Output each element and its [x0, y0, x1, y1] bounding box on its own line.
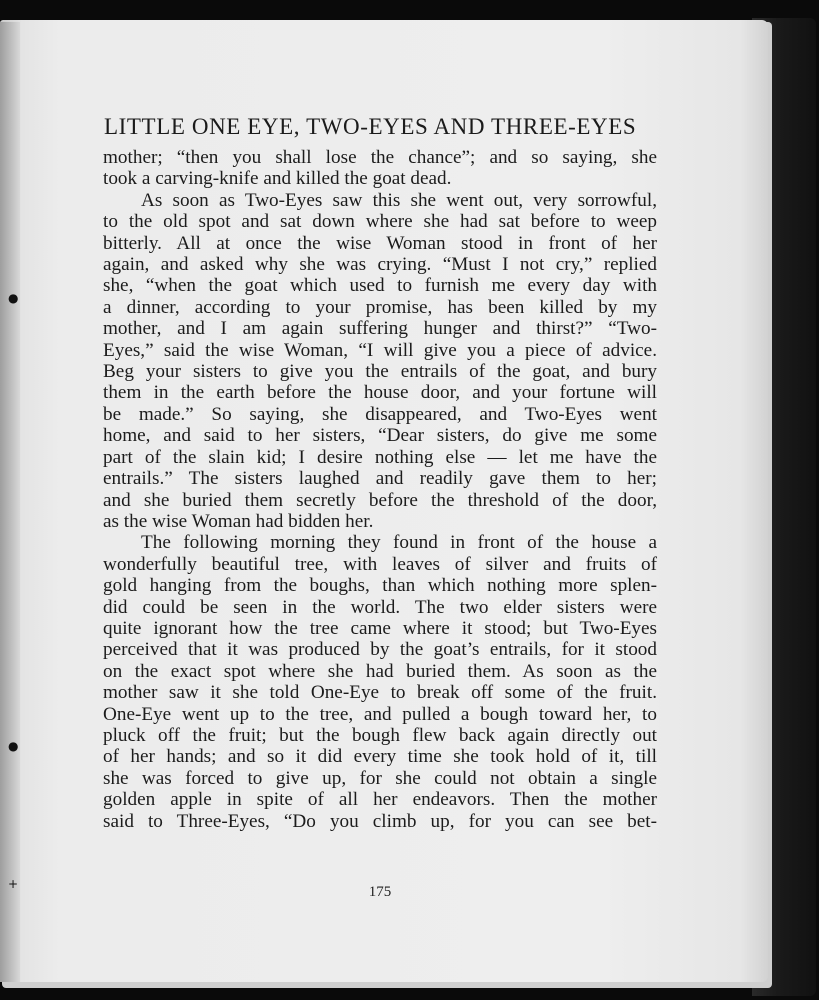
text-line: she was forced to give up, for she could not obtain a single	[103, 767, 657, 789]
margin-dot-mark: ●	[8, 739, 19, 753]
text-line: The following morning they found in front of the house a	[141, 532, 657, 554]
text-line: golden apple in spite of all her endeavors. Then the mother	[103, 789, 657, 811]
text-line: mother saw it she told One-Eye to break off some of the fruit.	[103, 682, 657, 704]
text-line: entrails.” The sisters laughed and readily gave them to her;	[103, 468, 657, 490]
text-line: wonderfully beautiful tree, with leaves of silver and fruits of	[103, 553, 657, 575]
text-line: took a carving-knife and killed the goat dead.	[103, 168, 452, 190]
text-line: Eyes,” said the wise Woman, “I will give you a piece of advice.	[103, 339, 657, 361]
text-line: to the old spot and sat down where she had sat before to weep	[103, 211, 657, 233]
text-line: and she buried them secretly before the threshold of the door,	[103, 489, 657, 511]
text-line: quite ignorant how the tree came where it stood; but Two-Eyes	[103, 617, 657, 639]
text-line: as the wise Woman had bidden her.	[103, 510, 374, 532]
page-gutter	[0, 22, 20, 982]
body-text	[103, 147, 657, 832]
text-line: mother, and I am again suffering hunger and thirst?” “Two-	[103, 318, 657, 340]
margin-dot-mark: ●	[8, 291, 19, 305]
text-line: be made.” So saying, she disappeared, and Two-Eyes went	[103, 403, 657, 425]
text-line: a dinner, according to your promise, has been killed by my	[103, 296, 657, 318]
running-head: LITTLE ONE EYE, TWO-EYES AND THREE-EYES	[104, 114, 637, 139]
text-line: she, “when the goat which used to furnish me every day with	[103, 275, 657, 297]
text-line: them in the earth before the house door, and your fortune will	[103, 382, 657, 404]
text-line: bitterly. All at once the wise Woman stood in front of her	[103, 232, 657, 254]
text-line: said to Three-Eyes, “Do you climb up, for you can see bet-	[103, 810, 657, 832]
text-line: mother; “then you shall lose the chance”; and so saying, she	[103, 147, 657, 168]
text-line: on the exact spot where she had buried them. As soon as the	[103, 660, 657, 682]
text-line: As soon as Two-Eyes saw this she went out, very sorrowful,	[141, 189, 657, 211]
text-line: again, and asked why she was crying. “Must I not cry,” replied	[103, 254, 657, 276]
margin-plus-mark: +	[8, 877, 19, 891]
text-line: home, and said to her sisters, “Dear sisters, do give me some	[103, 425, 657, 447]
text-line: One-Eye went up to the tree, and pulled a bough toward her, to	[103, 703, 657, 725]
text-line: gold hanging from the boughs, than which nothing more splen-	[103, 575, 657, 597]
text-line: did could be seen in the world. The two elder sisters were	[103, 596, 657, 618]
page-number: 175	[368, 884, 392, 900]
text-line: of her hands; and so it did every time she took hold of it, till	[103, 746, 657, 768]
text-line: part of the slain kid; I desire nothing else — let me have the	[103, 446, 657, 468]
text-line: pluck off the fruit; but the bough flew back again directly out	[103, 724, 657, 746]
text-line: perceived that it was produced by the goat’s entrails, for it stood	[103, 639, 657, 661]
text-line: Beg your sisters to give you the entrails of the goat, and bury	[103, 361, 657, 383]
